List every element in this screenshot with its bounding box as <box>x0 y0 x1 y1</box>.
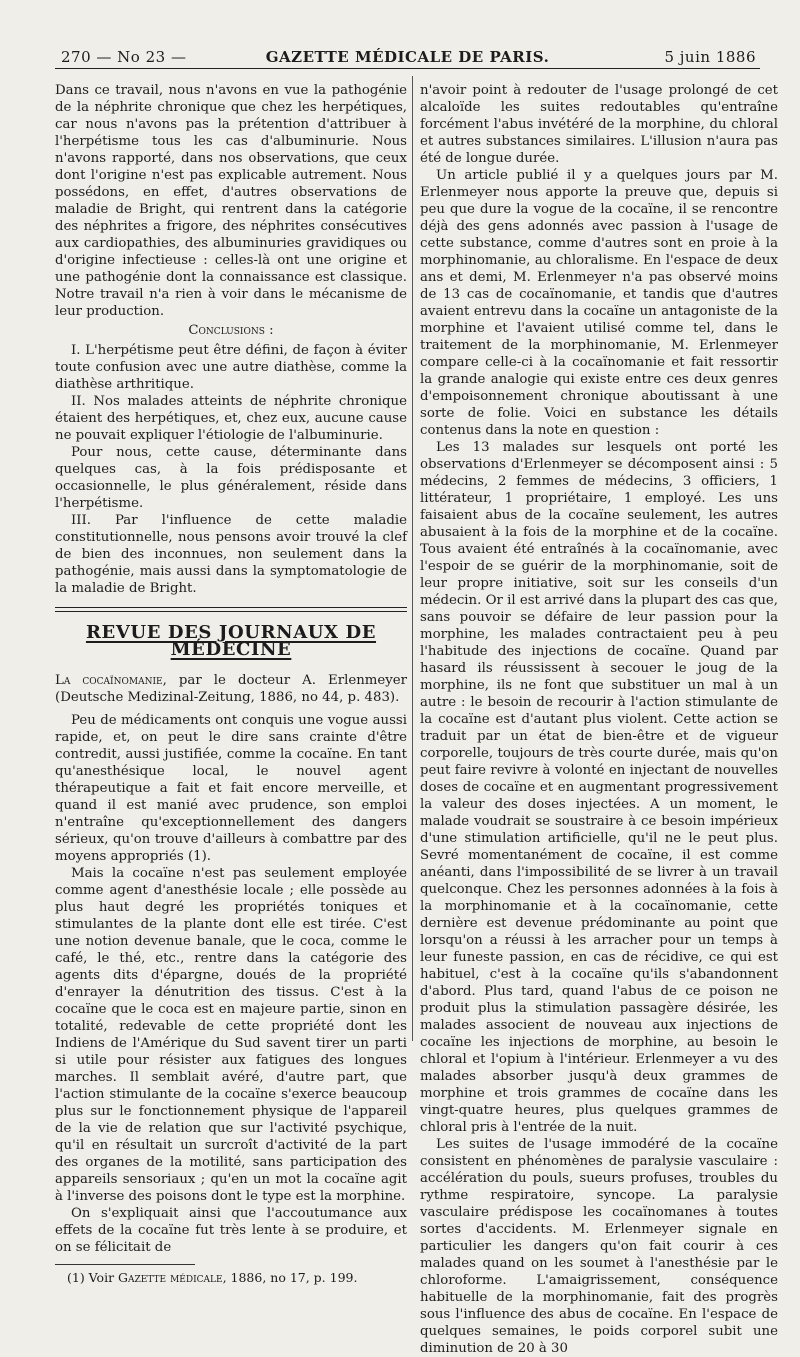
section-divider <box>55 607 407 612</box>
conclusion-item: III. Par l'influence de cette maladie constitutionnelle, nous pensons avoir trouvé la clef de bien des inconnues, non seulement dans la pathogénie, mais aussi dans la symptomatologie de la maladie de Bright. <box>55 513 407 596</box>
section-title: REVUE DES JOURNAUX DE MÉDECINE <box>85 622 377 660</box>
article-source: , par le docteur A. Erlenmeyer (Deutsche Medizinal-Zeitung, 1886, no 44, p. 483). <box>55 673 408 705</box>
paragraph: Pour nous, cette cause, déterminante dans quelques cas, à la fois prédisposante et occasionnelle, le plus généralement, réside dans l'herpétisme. <box>55 445 407 511</box>
conclusion-item: II. Nos malades atteints de néphrite chronique étaient des herpétiques, et, chez eux, aucune cause ne pouvait expliquer l'étiologie de l'albuminurie. <box>55 394 407 443</box>
paragraph: Dans ce travail, nous n'avons en vue la pathogénie de la néphrite chronique que chez les herpétiques, car nous n'avons pas la prétention d'attribuer à l'herpétisme tous les cas d'albuminurie. Nous n'avons rapporté, dans nos observations, que ceux dont l'origine n'est pas explicable autrement. Nous possédons, en effet, d'autres observations de maladie de Bright, qui rentrent dans la catégorie des néphrites a frigore, des néphrites consécutives aux cardiopathies, des albuminuries gravidiques ou d'origine infectieuse : celles-là ont une origine et une pathogénie dont la connaissance est classique. Notre travail n'a rien à voir dans le mécanisme de leur production. <box>55 83 407 319</box>
footnote-prefix: (1) Voir <box>67 1270 119 1285</box>
page-header <box>55 44 760 68</box>
page-number: 270 — No 23 — <box>61 48 187 66</box>
conclusion-item: I. L'herpétisme peut être défini, de façon à éviter toute confusion avec une autre diathèse, comme la diathèse arthritique. <box>55 343 407 392</box>
article-heading <box>55 672 407 706</box>
footnote-ref: , 1886, no 17, p. 199. <box>222 1270 358 1285</box>
paragraph: Peu de médicaments ont conquis une vogue aussi rapide, et, on peut le dire sans crainte d'être contredit, aussi justifiée, comme la cocaïne. En tant qu'anesthésique local, le nouvel agent thérapeutique a fait et fait encore merveille, et quand il est manié avec prudence, son emploi n'entraîne qu'exceptionnellement des dangers sérieux, qu'on trouve d'ailleurs à combattre par des moyens appropriés (1). <box>55 713 407 864</box>
paragraph: Les suites de l'usage immodéré de la cocaïne consistent en phénomènes de paralysie vasculaire : accélération du pouls, sueurs profuses, troubles du rythme respiratoire, syncope. La paralysie vasculaire prédispose les cocaïnomanes à toutes sortes d'accidents. M. Erlenmeyer signale en particulier les dangers qu'on fait courir à ces malades quand on les soumet à l'anesthésie par le chloroforme. L'amaigrissement, conséquence habituelle de la morphinomanie, fait des progrès sous l'influence des abus de cocaïne. En l'espace de quelques semaines, le poids corporel subit une diminution de 20 à 30 <box>420 1137 778 1356</box>
column-divider <box>412 76 413 1041</box>
footnote-journal: Gazette médicale <box>118 1270 223 1285</box>
right-column <box>420 82 778 1357</box>
footnote-rule <box>55 1264 195 1265</box>
paragraph: Les 13 malades sur lesquels ont porté les observations d'Erlenmeyer se décomposent ainsi : 5 médecins, 2 femmes de médecins, 3 officiers, 1 littérateur, 1 propriétaire, 1 employé. Les uns faisaient abus de la cocaïne seulement, les autres abusaient à la fois de la morphine et de la cocaïne. Tous avaient été entraînés à la cocaïnomanie, avec l'espoir de se guérir de la morphinomanie, soit de leur propre initiative, soit sur les conseils d'un médecin. Or il est arrivé dans la plupart des cas que, sans pouvoir se défaire de leur passion pour la morphine, les malades contractaient peu à peu l'habitude des injections de cocaïne. Quand par hasard ils réussissent à secouer le joug de la morphine, ils ne font que substituer un mal à un autre : le besoin de recourir à l'action stimulante de la cocaïne est d'autant plus violent. Cette action se traduit par un état de bien-être et de vigueur corporelle, toujours de très courte durée, mais qu'on peut faire revivre à volonté en injectant de nouvelles doses de cocaïne et en augmentant progressivement la valeur des doses injectées. A un moment, le malade voudrait se soustraire à ce besoin impérieux d'une stimulation artificielle, qu'il ne le peut plus. Sevré momentanément de cocaïne, il est comme anéanti, dans l'impossibilité de se livrer à un travail quelconque. Chez les personnes adonnées à la fois à la morphinomanie et à la cocaïnomanie, cette dernière est devenue prédominante au point que lorsqu'on a réussi à les arracher pour un temps à leur funeste passion, en cas de récidive, ce qui est habituel, c'est à la cocaïne qu'ils s'abandonnent d'abord. Plus tard, quand l'abus de ce poison ne produit plus la stimulation passagère désirée, les malades associent de nouveau aux injections de cocaïne les injections de morphine, au besoin le chloral et l'opium à l'intérieur. Erlenmeyer a vu des malades absorber jusqu'à deux grammes de morphine et trois grammes de cocaïne dans les vingt-quatre heures, plus quelques grammes de chloral pris à l'entrée de la nuit. <box>420 440 778 1135</box>
paragraph: On s'expliquait ainsi que l'accoutumance aux effets de la cocaïne fut très lente à se produire, et on se félicitait de <box>55 1206 407 1255</box>
footnote <box>55 1269 407 1286</box>
article-title: La cocaïnomanie <box>55 673 163 688</box>
paragraph: n'avoir point à redouter de l'usage prolongé de cet alcaloïde les suites redoutables qu'entraîne forcément l'abus invétéré de la morphine, du chloral et autres substances similaires. L'illusion n'aura pas été de longue durée. <box>420 83 778 166</box>
paragraph: Un article publié il y a quelques jours par M. Erlenmeyer nous apporte la preuve que, depuis si peu que dure la vogue de la cocaïne, il se rencontre déjà des gens adonnés avec passion à l'usage de cette substance, comme d'autres sont en proie à la morphinomanie, au chloralisme. En l'espace de deux ans et demi, M. Erlenmeyer n'a pas observé moins de 13 cas de cocaïnomanie, et tandis que d'autres avaient entrevu dans la cocaïne un antagoniste de la morphine et l'avaient utilisé comme tel, dans le traitement de la morphinomanie, M. Erlenmeyer compare celle-ci à la cocaïnomanie et fait ressortir la grande analogie qui existe entre ces deux genres d'empoisonnement chronique aboutissant à une sorte de folie. Voici en substance les détails contenus dans la note en question : <box>420 168 778 438</box>
issue-date: 5 juin 1886 <box>664 48 756 66</box>
conclusions-heading: Conclusions : <box>188 323 274 338</box>
paragraph: Mais la cocaïne n'est pas seulement employée comme agent d'anesthésie locale ; elle possède au plus haut degré les propriétés toniques et stimulantes de la plante dont elle est tirée. C'est une notion devenue banale, que le coca, comme le café, le thé, etc., rentre dans la catégorie des agents dits d'épargne, doués de la propriété d'enrayer la dénutrition des tissus. C'est à la cocaïne que le coca est en majeure partie, sinon en totalité, redevable de cette propriété dont les Indiens de l'Amérique du Sud savent tirer un parti si utile pour résister aux fatigues des longues marches. Il semblait avéré, d'autre part, que l'action stimulante de la cocaïne s'exerce beaucoup plus sur le fonctionnement physique de l'appareil de la vie de relation que sur l'activité psychique, qu'il en résultait un surcroît d'activité de la part des organes de la motilité, sans participation des appareils sensoriaux ; qu'en un mot la cocaïne agit à l'inverse des poisons dont le type est la morphine. <box>55 866 407 1204</box>
journal-title: GAZETTE MÉDICALE DE PARIS. <box>265 48 550 66</box>
header-rule <box>55 68 760 69</box>
left-column <box>55 82 407 1286</box>
